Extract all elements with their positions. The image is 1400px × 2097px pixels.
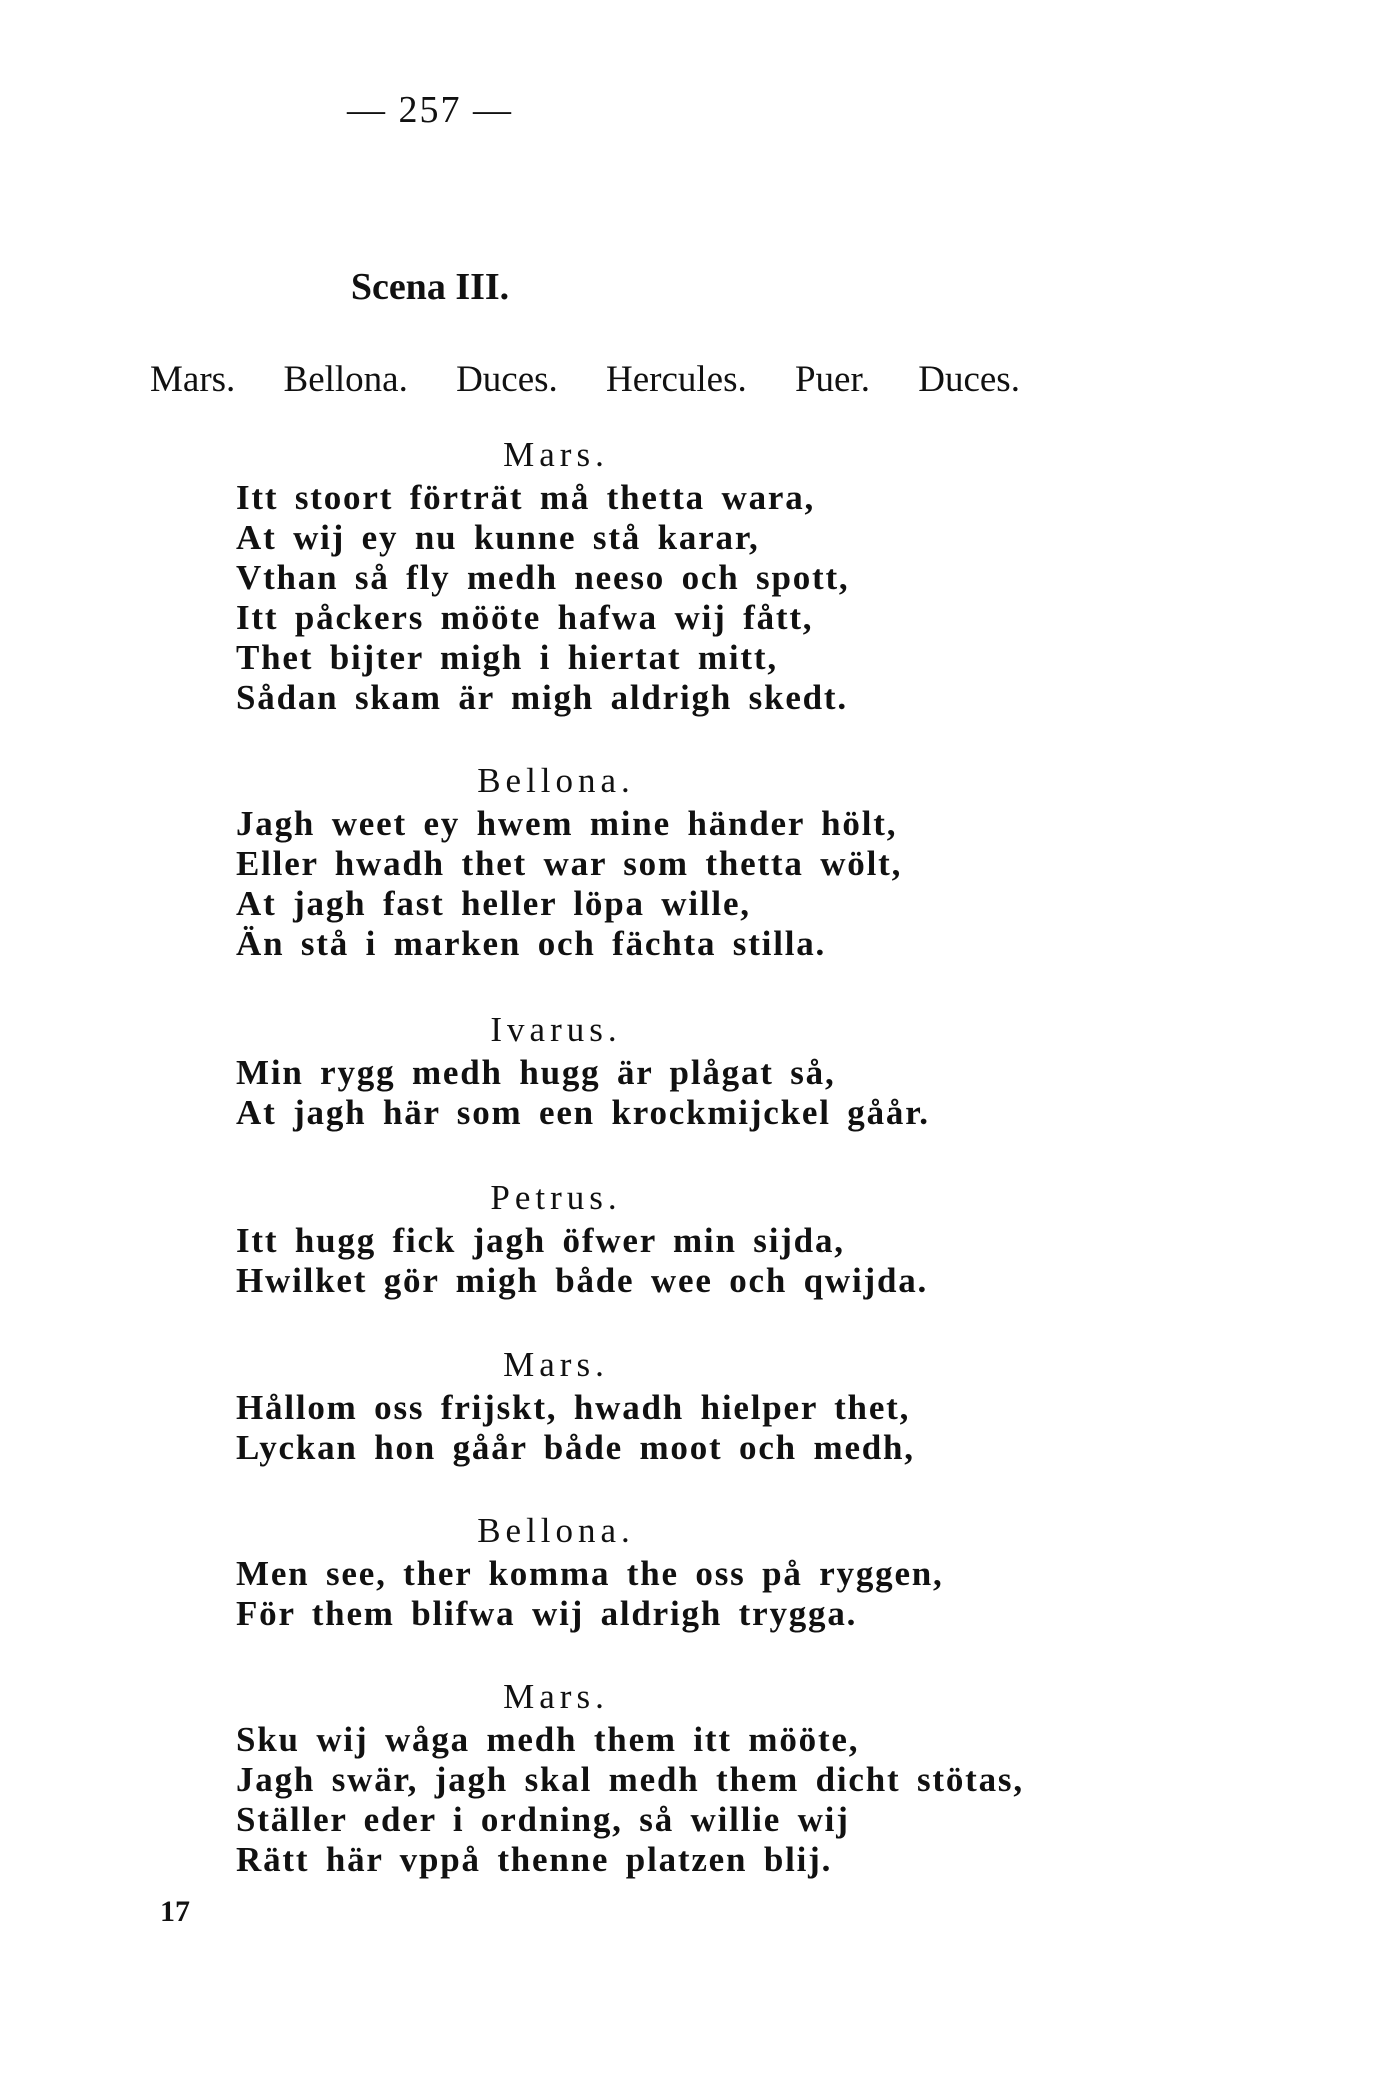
cast-member: Puer. bbox=[794, 359, 871, 400]
cast-member: Mars. bbox=[150, 359, 236, 400]
verse-line: At wij ey nu kunne stå karar, bbox=[236, 518, 760, 557]
speaker-name: Mars. bbox=[503, 1677, 609, 1716]
speech-block bbox=[236, 1508, 944, 1634]
verse-line: Min rygg medh hugg är plågat så, bbox=[236, 1053, 836, 1092]
verse-line: Rätt här vppå thenne platzen blij. bbox=[236, 1840, 833, 1879]
signature-mark: 17 bbox=[160, 1895, 190, 1928]
cast-member: Bellona. bbox=[283, 359, 408, 400]
verse-line: Än stå i marken och fächta stilla. bbox=[236, 924, 827, 963]
speaker-name: Mars. bbox=[503, 435, 609, 474]
cast-member: Duces. bbox=[456, 359, 558, 400]
speech-block bbox=[236, 1342, 915, 1468]
speaker-name: Mars. bbox=[503, 1345, 609, 1384]
verse-line: Ställer eder i ordning, så willie wij bbox=[236, 1800, 850, 1839]
verse-line: Sådan skam är migh aldrigh skedt. bbox=[236, 678, 848, 717]
verse-line: Itt påckers mööte hafwa wij fått, bbox=[236, 598, 814, 637]
verse-line: Hållom oss frijskt, hwadh hielper thet, bbox=[236, 1388, 911, 1427]
speech-block bbox=[236, 1175, 928, 1301]
verse-line: At jagh här som een krockmijckel gåår. bbox=[236, 1093, 930, 1132]
speech-block bbox=[236, 432, 876, 718]
cast-member: Hercules. bbox=[606, 359, 747, 400]
verse-line: Itt hugg fick jagh öfwer min sijda, bbox=[236, 1221, 845, 1260]
scene-title: Scena III. bbox=[350, 266, 510, 308]
verse-line: Jagh swär, jagh skal medh them dicht stötas, bbox=[236, 1760, 1024, 1799]
speaker-name: Bellona. bbox=[477, 761, 635, 800]
page-number: — 257 — bbox=[347, 89, 513, 131]
cast-list bbox=[150, 358, 1020, 401]
speech-block bbox=[236, 1007, 930, 1133]
verse-line: Lyckan hon gåår både moot och medh, bbox=[236, 1428, 915, 1467]
speech-block bbox=[236, 758, 902, 964]
verse-line: Itt stoort förträt må thetta wara, bbox=[236, 478, 816, 517]
cast-member: Duces. bbox=[918, 359, 1020, 400]
verse-line: Eller hwadh thet war som thetta wölt, bbox=[236, 844, 903, 883]
speaker-name: Bellona. bbox=[477, 1511, 635, 1550]
verse-line: Sku wij wåga medh them itt mööte, bbox=[236, 1720, 860, 1759]
speaker-name: Ivarus. bbox=[490, 1010, 622, 1049]
verse-line: Men see, ther komma the oss på ryggen, bbox=[236, 1554, 944, 1593]
verse-line: Jagh weet ey hwem mine händer hölt, bbox=[236, 804, 898, 843]
speaker-name: Petrus. bbox=[490, 1178, 622, 1217]
verse-line: Vthan så fly medh neeso och spott, bbox=[236, 558, 850, 597]
verse-line: Thet bijter migh i hiertat mitt, bbox=[236, 638, 778, 677]
verse-line: För them blifwa wij aldrigh trygga. bbox=[236, 1594, 858, 1633]
speech-block bbox=[236, 1674, 1024, 1880]
verse-line: At jagh fast heller löpa wille, bbox=[236, 884, 751, 923]
verse-line: Hwilket gör migh både wee och qwijda. bbox=[236, 1261, 929, 1300]
